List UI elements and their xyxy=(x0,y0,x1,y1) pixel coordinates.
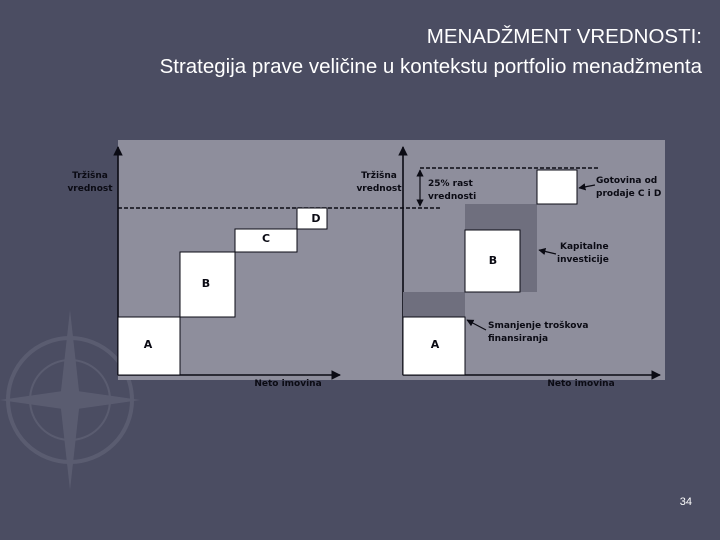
cash-block xyxy=(537,170,577,204)
right-y-axis-label-2: vrednost xyxy=(356,184,402,194)
cost-reduction-shaded-area xyxy=(403,292,465,317)
right-y-axis-label-1: Tržišna xyxy=(361,171,397,181)
left-y-axis-label-2: vrednost xyxy=(67,184,113,194)
page-number: 34 xyxy=(679,496,692,508)
cost-annotation-1: Smanjenje troškova xyxy=(488,321,589,331)
capex-annotation-1: Kapitalne xyxy=(560,242,609,252)
block-a-right-label: A xyxy=(430,338,440,351)
right-x-axis-label: Neto imovina xyxy=(547,379,615,389)
title-line-2: Strategija prave veličine u kontekstu portfolio menadžmenta xyxy=(159,55,702,78)
capex-annotation-2: investicije xyxy=(557,255,609,265)
block-c-left-label: C xyxy=(261,232,271,245)
title-line-1: MENADŽMENT VREDNOSTI: xyxy=(426,25,702,48)
cash-annotation-1: Gotovina od xyxy=(596,176,658,186)
left-y-axis-label-1: Tržišna xyxy=(72,171,108,181)
cost-annotation-2: finansiranja xyxy=(488,334,549,344)
cash-annotation-2: prodaje C i D xyxy=(596,189,662,199)
growth-label-1: 25% rast xyxy=(428,179,473,189)
block-a-left-label: A xyxy=(143,338,153,351)
block-b-right-label: B xyxy=(488,254,498,267)
left-x-axis-label: Neto imovina xyxy=(254,379,322,389)
block-d-left-label: D xyxy=(311,212,321,225)
block-b-left-label: B xyxy=(201,277,211,290)
growth-label-2: vrednosti xyxy=(428,192,477,202)
